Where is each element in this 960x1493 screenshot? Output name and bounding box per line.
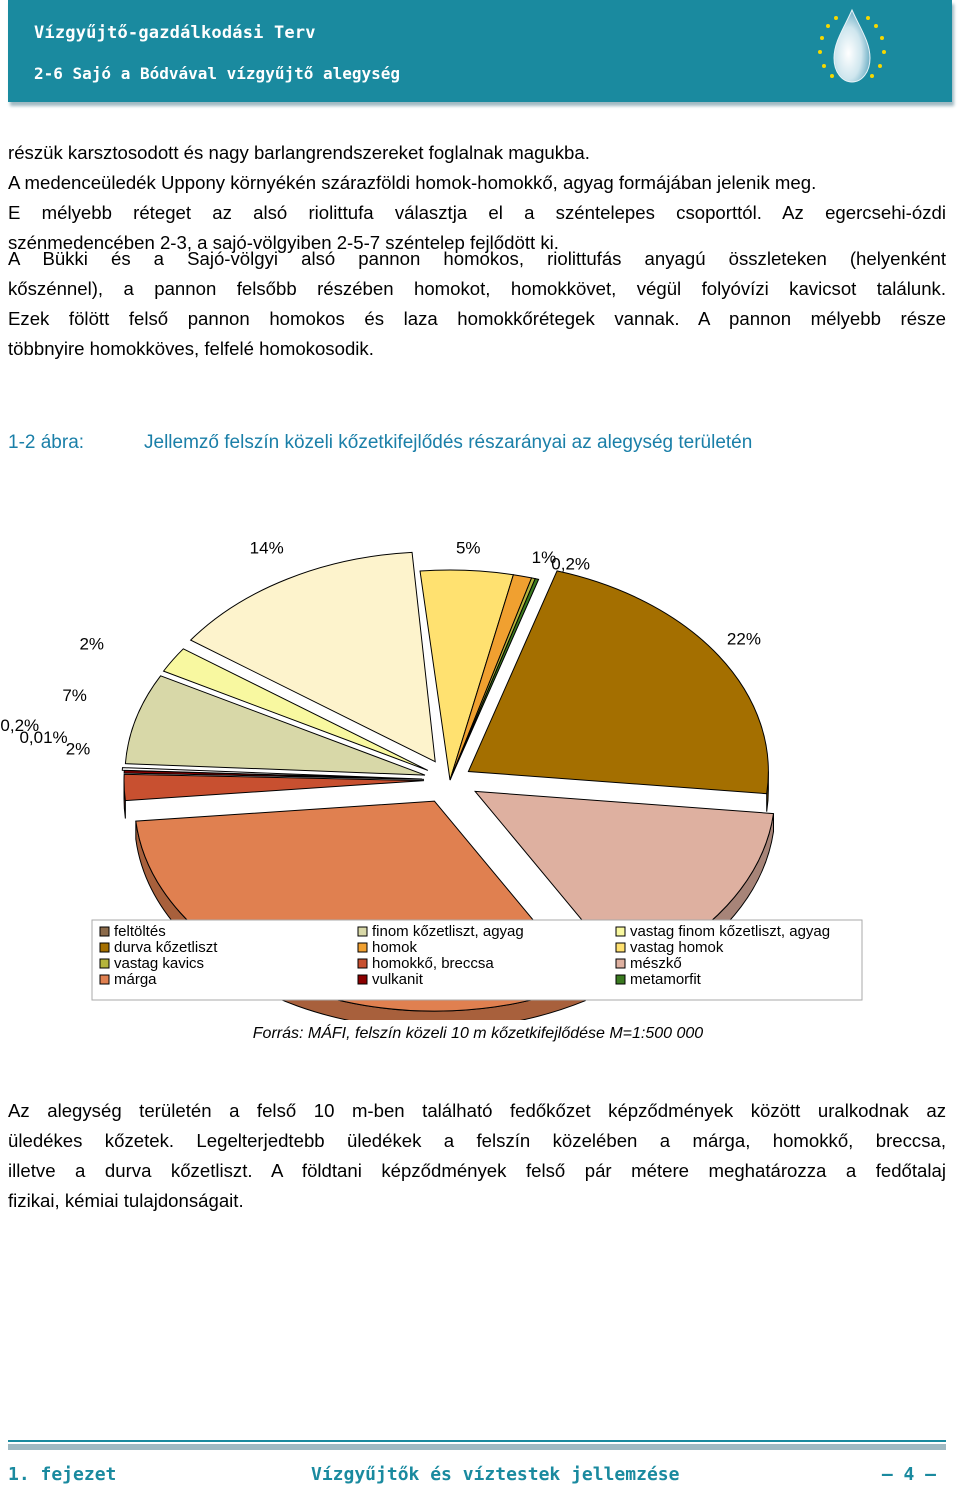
slice-label: 0,01% [19, 727, 68, 747]
figure-title: Jellemző felszín közeli kőzetkifejlődés részarányai az alegység területén [144, 432, 753, 453]
text-line: A medenceüledék Uppony környékén szárazföldi homok-homokkő, agyag formájában jelenik meg. [8, 172, 817, 193]
footer-chapter: 1. fejezet [8, 1464, 117, 1485]
legend-item [100, 939, 218, 956]
legend-item [358, 923, 524, 940]
svg-text:mészkő: mészkő [630, 955, 682, 972]
summary-paragraph [8, 1096, 946, 1216]
svg-text:durva kőzetliszt: durva kőzetliszt [114, 939, 218, 956]
slice-label: 1% [531, 547, 557, 567]
text-line: kőszénnel), a pannon felsőbb részében homokot, homokkövet, végül folyóvízi kavicsot találunk. [8, 278, 946, 299]
legend-item [358, 955, 494, 972]
slice-label: 0,2% [551, 554, 591, 574]
text-line: többnyire homokköves, felfelé homokosodik. [8, 338, 374, 359]
figure-number: 1-2 ábra: [8, 432, 85, 453]
text-line: részük karsztosodott és nagy barlangrendszereket foglalnak magukba. [8, 142, 590, 163]
svg-text:vulkanit: vulkanit [372, 971, 423, 988]
legend-item [616, 939, 724, 956]
svg-text:homok: homok [372, 939, 418, 956]
svg-text:feltöltés: feltöltés [114, 923, 166, 940]
text-line: A Bükki és a Sajó-völgyi alsó pannon homokos, riolittufás anyagú összleteken (helyenként [8, 248, 946, 269]
text-line: illetve a durva kőzetliszt. A földtani képződmények felső pár métere meghatározza a fedőtalaj [8, 1160, 946, 1181]
pannon-paragraph [8, 244, 946, 364]
legend-item [100, 955, 204, 972]
slice-label: 2% [79, 634, 105, 654]
intro-paragraph [8, 138, 946, 258]
text-line: E mélyebb réteget az alsó riolittufa választja el a széntelepes csoporttól. Az egercsehi-ózdi [8, 202, 946, 223]
text-line: Az alegység területén a felső 10 m-ben található fedőkőzet képződmények között uralkodnak az [8, 1100, 946, 1121]
text-line: Ezek fölött felső pannon homokos és laza homokkőrétegek vannak. A pannon mélyebb része [8, 308, 946, 329]
slice-label: 2% [65, 739, 91, 759]
svg-text:vastag kavics: vastag kavics [114, 955, 205, 972]
document-subtitle: 2-6 Sajó a Bódvával vízgyűjtő alegység [34, 64, 401, 83]
slice-label: 22% [726, 629, 761, 649]
water-drop-logo-icon [814, 4, 890, 88]
text-line: üledékes kőzetek. Legelterjedtebb üledékek a felszín közelében a márga, homokkő, breccsa, [8, 1130, 946, 1151]
slice-label: 7% [62, 685, 87, 705]
svg-text:finom kőzetliszt, agyag: finom kőzetliszt, agyag [372, 923, 524, 940]
page-number: – 4 – [881, 1464, 936, 1485]
figure-source: Forrás: MÁFI, felszín közeli 10 m kőzetkifejlődése M=1:500 000 [252, 1025, 704, 1042]
svg-text:vastag finom kőzetliszt, agyag: vastag finom kőzetliszt, agyag [630, 923, 831, 940]
svg-text:vastag homok: vastag homok [630, 939, 724, 956]
pie-chart [0, 520, 960, 1020]
svg-text:homokkő, breccsa: homokkő, breccsa [372, 955, 494, 972]
footer-rule [8, 1440, 946, 1450]
svg-text:metamorfit: metamorfit [630, 971, 701, 988]
text-line: szénmedencében 2-3, a sajó-völgyiben 2-5-7 széntelep fejlődött ki. [8, 232, 559, 253]
page-header [8, 0, 952, 102]
document-title: Vízgyűjtő-gazdálkodási Terv [34, 23, 316, 43]
svg-text:márga: márga [114, 971, 157, 988]
slice-label: 14% [249, 538, 284, 558]
footer-section: Vízgyűjtők és víztestek jellemzése [311, 1464, 680, 1485]
slice-label: 5% [455, 538, 481, 558]
text-line: fizikai, kémiai tulajdonságait. [8, 1190, 244, 1211]
slice-label: 0,2% [0, 716, 40, 736]
legend-item [616, 923, 830, 940]
